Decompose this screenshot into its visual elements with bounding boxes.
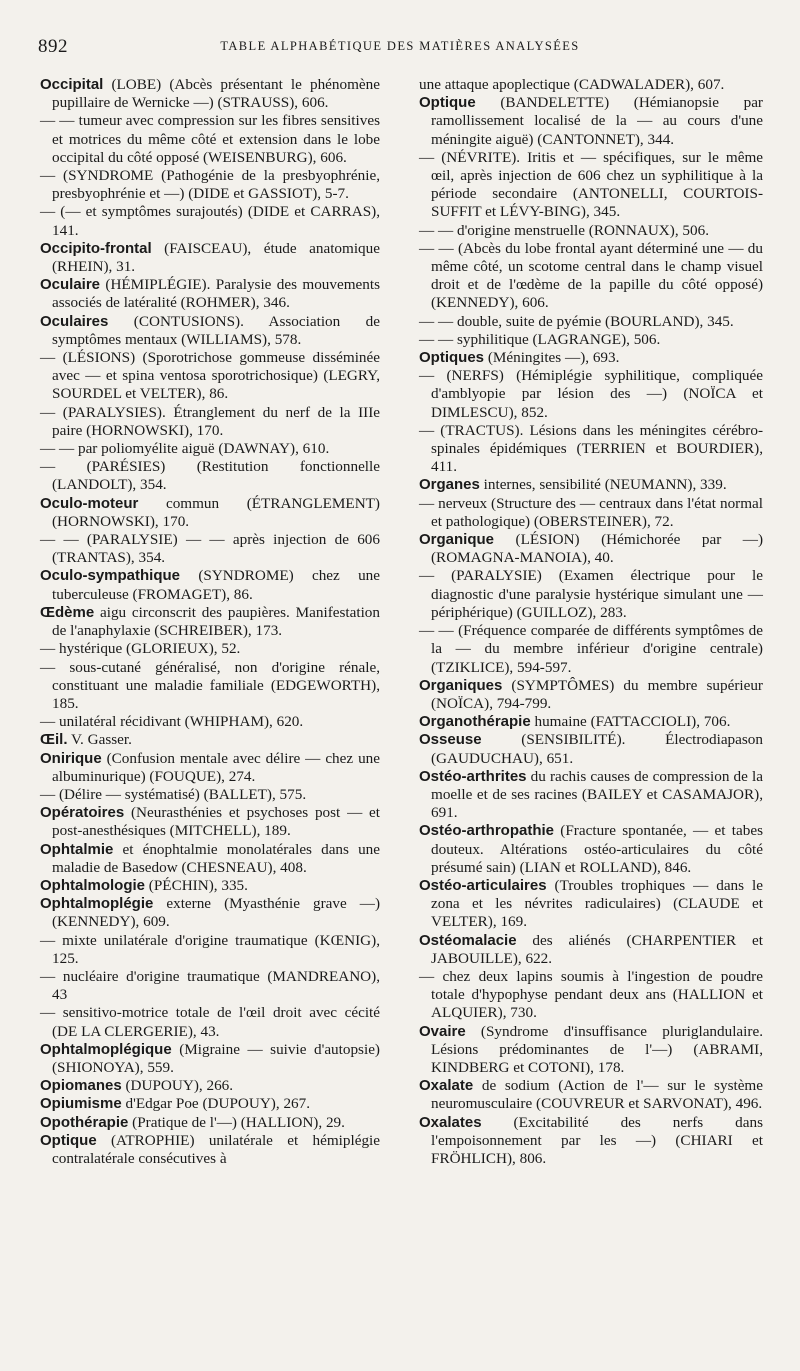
entry-headword: Oxalates — [419, 1113, 482, 1131]
index-entry — [40, 76, 380, 112]
entry-text: des aliénés (CHARPENTIER et JABOUILLE), 622. — [431, 931, 763, 967]
entry-text: (FAISCEAU), étude anatomique (RHEIN), 31. — [52, 239, 380, 276]
entry-text: — — (Abcès du lobe frontal ayant déterminé une — du même côté, un scotome central dans le champ visuel droit et de l'œdème de la papille du côté opposé) (KENNEDY), 606. — [419, 239, 763, 312]
index-entry — [419, 331, 763, 349]
index-entry — [40, 1004, 380, 1040]
entry-headword: Opothérapie — [40, 1113, 129, 1131]
page-header — [38, 36, 762, 58]
index-entry — [40, 203, 380, 239]
entry-headword: Oculo-moteur — [40, 494, 139, 512]
index-entry — [419, 932, 763, 968]
entry-headword: Ophtalmoplégie — [40, 895, 154, 913]
index-entry — [419, 476, 763, 494]
entry-headword: Oculaire — [40, 276, 101, 294]
index-entry — [419, 1114, 763, 1169]
entry-text: — — syphilitique (LAGRANGE), 506. — [419, 330, 661, 348]
index-entry — [419, 968, 763, 1023]
index-entry — [40, 404, 380, 440]
entry-text: — — (PARALYSIE) — — après injection de 606 (TRANTAS), 354. — [40, 531, 380, 567]
entry-text: — nucléaire d'origine traumatique (MANDREANO), 43 — [40, 967, 380, 1004]
entry-headword: Œil. — [40, 731, 68, 749]
entry-headword: Oxalate — [419, 1077, 474, 1095]
entry-text: (LOBE) (Abcès présentant le phénomène pupillaire de Wernicke —) (STRAUSS), 606. — [52, 76, 380, 112]
entry-text: — — tumeur avec compression sur les fibres sensitives et motrices du même côté et extension dans le lobe occipital du côté opposé (WEISENBURG), 606. — [40, 112, 380, 166]
index-entry — [40, 804, 380, 840]
index-entry — [40, 968, 380, 1004]
running-title: TABLE ALPHABÉTIQUE DES MATIÈRES ANALYSÉES — [220, 39, 580, 53]
left-column — [40, 76, 380, 1168]
index-entry — [419, 713, 763, 731]
entry-text: et énophtalmie monolatérales dans une maladie de Basedow (CHESNEAU), 408. — [52, 840, 380, 876]
index-entry — [419, 222, 763, 240]
entry-text: une attaque apoplectique (CADWALADER), 607. — [419, 76, 725, 93]
index-entry — [40, 112, 380, 167]
index-entry — [40, 440, 380, 458]
index-entry — [40, 349, 380, 404]
entry-headword: Ovaire — [419, 1022, 466, 1040]
index-entry — [419, 313, 763, 331]
index-entry — [419, 76, 763, 94]
entry-text: — sensitivo-motrice totale de l'œil droit avec cécité (DE LA CLERGERIE), 43. — [40, 1004, 380, 1040]
entry-text: (Pratique de l'—) (HALLION), 29. — [128, 1113, 345, 1131]
entry-text: (HÉMIPLÉGIE). Paralysie des mouvements associés de latéralité (ROHMER), 346. — [52, 276, 380, 312]
index-entry — [419, 531, 763, 567]
entry-headword: Organique — [419, 531, 495, 549]
entry-text: — (PARÉSIES) (Restitution fonctionnelle (LANDOLT), 354. — [40, 458, 380, 494]
index-entry — [40, 276, 380, 312]
index-entry — [419, 94, 763, 149]
index-entry — [419, 495, 763, 531]
entry-text: (Troubles trophiques — dans le zona et les névrites radiculaires) (CLAUDE et VELTER), 169. — [431, 876, 763, 931]
index-entry — [419, 240, 763, 313]
entry-headword: Osseuse — [419, 731, 482, 749]
index-entry — [40, 567, 380, 603]
index-entry — [40, 167, 380, 203]
index-entry — [419, 731, 763, 767]
index-entry — [40, 932, 380, 968]
entry-headword: Ophtalmoplégique — [40, 1040, 172, 1058]
index-entry — [40, 1077, 380, 1095]
entry-text: (SYNDROME) chez une tuberculeuse (FROMAGET), 86. — [52, 567, 380, 603]
entry-text: — mixte unilatérale d'origine traumatique (KŒNIG), 125. — [40, 931, 380, 967]
entry-text: — (NERFS) (Hémiplégie syphilitique, compliquée d'amblyopie par lésion des —) (NOÏCA et DIMLESCU), 852. — [419, 367, 763, 421]
entry-text: d'Edgar Poe (DUPOUY), 267. — [121, 1095, 311, 1113]
entry-text: (Neurasthénies et psychoses post — et post-anesthésiques (MITCHELL), 189. — [52, 804, 380, 840]
index-entry — [40, 458, 380, 494]
entry-text: — — d'origine menstruelle (RONNAUX), 506. — [419, 221, 709, 239]
entry-text: (BANDELETTE) (Hémianopsie par ramollissement localisé de la — au cours d'une méningite aiguë) (CANTONNET), 344. — [431, 94, 763, 148]
entry-text: (SYMPTÔMES) du membre supérieur (NOÏCA), 794-799. — [431, 676, 763, 712]
index-entry — [40, 731, 380, 749]
entry-text: — hystérique (GLORIEUX), 52. — [40, 640, 241, 658]
entry-text: — (— et symptômes surajoutés) (DIDE et CARRAS), 141. — [40, 203, 380, 239]
entry-text: (Syndrome d'insuffisance pluriglandulaire. Lésions prédominantes de l'—) (ABRAMI, KINDBERG et COTONI), 178. — [431, 1022, 763, 1076]
index-entry — [40, 313, 380, 349]
entry-text: — (SYNDROME (Pathogénie de la presbyophrénie, presbyophrénie et —) (DIDE et GASSIOT), 5-7. — [40, 167, 380, 203]
index-entry — [419, 149, 763, 222]
entry-text: (SENSIBILITÉ). Électrodiapason (GAUDUCHAU), 651. — [431, 731, 763, 767]
index-entry — [40, 786, 380, 804]
entry-text: humaine (FATTACCIOLI), 706. — [530, 713, 731, 731]
entry-headword: Opiomanes — [40, 1077, 122, 1095]
entry-headword: Organiques — [419, 676, 503, 694]
entry-text: — (LÉSIONS) (Sporotrichose gommeuse disséminée avec — et spina ventosa sporotrichosique) (LEGRY, SOURDEL et VELTER), 86. — [40, 349, 380, 403]
entry-text: — — (Fréquence comparée de différents symptômes de la — du membre inférieur d'origine centrale) (TZIKLICE), 594-597. — [419, 622, 763, 676]
index-entry — [419, 677, 763, 713]
entry-headword: Ostéo-arthrites — [419, 767, 527, 785]
index-entry — [419, 349, 763, 367]
entry-headword: Occipital — [40, 76, 104, 93]
entry-text: (PÉCHIN), 335. — [145, 876, 248, 894]
index-entry — [40, 604, 380, 640]
entry-text: — unilatéral récidivant (WHIPHAM), 620. — [40, 713, 304, 731]
index-entry — [419, 567, 763, 622]
entry-headword: Œdème — [40, 603, 95, 621]
entry-headword: Ophtalmologie — [40, 876, 145, 894]
index-entry — [40, 659, 380, 714]
entry-text: (Excitabilité des nerfs dans l'empoisonnement par les —) (CHIARI et FRÖHLICH), 806. — [431, 1113, 763, 1167]
entry-headword: Occipito-frontal — [40, 239, 152, 257]
entry-text: (DUPOUY), 266. — [121, 1077, 234, 1095]
index-entry — [40, 1041, 380, 1077]
index-entry — [40, 713, 380, 731]
entry-text: — sous-cutané généralisé, non d'origine rénale, constituant une maladie familiale (EDGEWORTH), 185. — [40, 658, 380, 712]
index-entry — [40, 240, 380, 276]
index-entry — [40, 841, 380, 877]
entry-headword: Ostéo-arthropathie — [419, 822, 555, 840]
index-entry — [40, 640, 380, 658]
right-column — [419, 76, 763, 1168]
entry-text: de sodium (Action de l'— sur le système neuromusculaire (COUVREUR et SARVONAT), 496. — [431, 1077, 763, 1113]
index-entry — [40, 531, 380, 567]
entry-text: — (TRACTUS). Lésions dans les méningites cérébro-spinales épidémiques (TERRIEN et BOURDIER), 411. — [419, 421, 763, 476]
entry-text: — (PARALYSIE) (Examen électrique pour le diagnostic d'une paralysie hystérique simulant une — périphérique) (GUILLOZ), 283. — [419, 567, 763, 621]
index-entry — [40, 495, 380, 531]
entry-text: — (NÉVRITE). Iritis et — spécifiques, sur le même œil, après injection de 606 chez un syphilitique à la période secondaire (ANTONELLI, COURTOIS-SUFFIT et LÉVY-BING), 345. — [419, 148, 763, 221]
index-entry — [419, 622, 763, 677]
entry-text: — — double, suite de pyémie (BOURLAND), 345. — [419, 312, 734, 330]
entry-text: (LÉSION) (Hémichorée par —) (ROMAGNA-MANOIA), 40. — [431, 531, 763, 567]
entry-headword: Opératoires — [40, 804, 125, 822]
entry-text: (CONTUSIONS). Association de symptômes mentaux (WILLIAMS), 578. — [52, 312, 380, 348]
entry-headword: Ostéo-articulaires — [419, 876, 547, 894]
entry-headword: Oculaires — [40, 312, 109, 330]
page-number: 892 — [38, 36, 68, 57]
entry-text: (Confusion mentale avec délire — chez une albuminurique) (FOUQUE), 274. — [52, 749, 380, 785]
entry-headword: Opiumisme — [40, 1095, 122, 1113]
entry-text: (Migraine — suivie d'autopsie) (SHIONOYA), 559. — [52, 1040, 380, 1076]
entry-text: (Méningites —), 693. — [484, 349, 620, 367]
index-entry — [419, 822, 763, 877]
index-entry — [40, 750, 380, 786]
entry-text: — chez deux lapins soumis à l'ingestion de poudre totale d'hypophyse pendant deux ans (HALLION et ALQUIER), 730. — [419, 967, 763, 1022]
entry-headword: Ostéomalacie — [419, 931, 517, 949]
entry-text: internes, sensibilité (NEUMANN), 339. — [479, 476, 727, 494]
index-entry — [419, 1023, 763, 1078]
entry-headword: Optiques — [419, 349, 485, 367]
entry-text: — nerveux (Structure des — centraux dans l'état normal et pathologique) (OBERSTEINER), 72. — [419, 494, 763, 530]
index-entry — [40, 1095, 380, 1113]
entry-headword: Onirique — [40, 749, 102, 767]
entry-text: aigu circonscrit des paupières. Manifestation de l'anaphylaxie (SCHREIBER), 173. — [52, 603, 380, 640]
index-entry — [419, 768, 763, 823]
entry-text: externe (Myasthénie grave —) (KENNEDY), 609. — [52, 895, 380, 931]
entry-text: commun (ÉTRANGLEMENT) (HORNOWSKI), 170. — [52, 494, 380, 530]
index-entry — [40, 895, 380, 931]
entry-headword: Optique — [419, 94, 476, 112]
entry-headword: Optique — [40, 1131, 97, 1149]
entry-text: — (PARALYSIES). Étranglement du nerf de la IIIe paire (HORNOWSKI), 170. — [40, 403, 380, 439]
entry-text: — — par poliomyélite aiguë (DAWNAY), 610. — [40, 440, 330, 458]
entry-text: — (Délire — systématisé) (BALLET), 575. — [40, 785, 307, 803]
entry-headword: Ophtalmie — [40, 840, 114, 858]
entry-text: du rachis causes de compression de la moelle et de ses racines (BAILEY et CASAMAJOR), 691. — [431, 767, 763, 822]
index-entry — [419, 367, 763, 422]
index-entry — [40, 877, 380, 895]
entry-text: (ATROPHIE) unilatérale et hémiplégie contralatérale consécutives à — [52, 1131, 380, 1167]
entry-headword: Organothérapie — [419, 713, 531, 731]
index-entry — [419, 877, 763, 932]
entry-text: V. Gasser. — [67, 731, 132, 749]
index-entry — [419, 1077, 763, 1113]
entry-text: (Fracture spontanée, — et tabes douteux. Altérations ostéo-articulaires du côté présumé sain) (LIAN et ROLLAND), 846. — [431, 822, 763, 876]
index-entry — [40, 1114, 380, 1132]
entry-headword: Oculo-sympathique — [40, 567, 181, 585]
index-entry — [40, 1132, 380, 1168]
entry-headword: Organes — [419, 476, 480, 494]
index-entry — [419, 422, 763, 477]
